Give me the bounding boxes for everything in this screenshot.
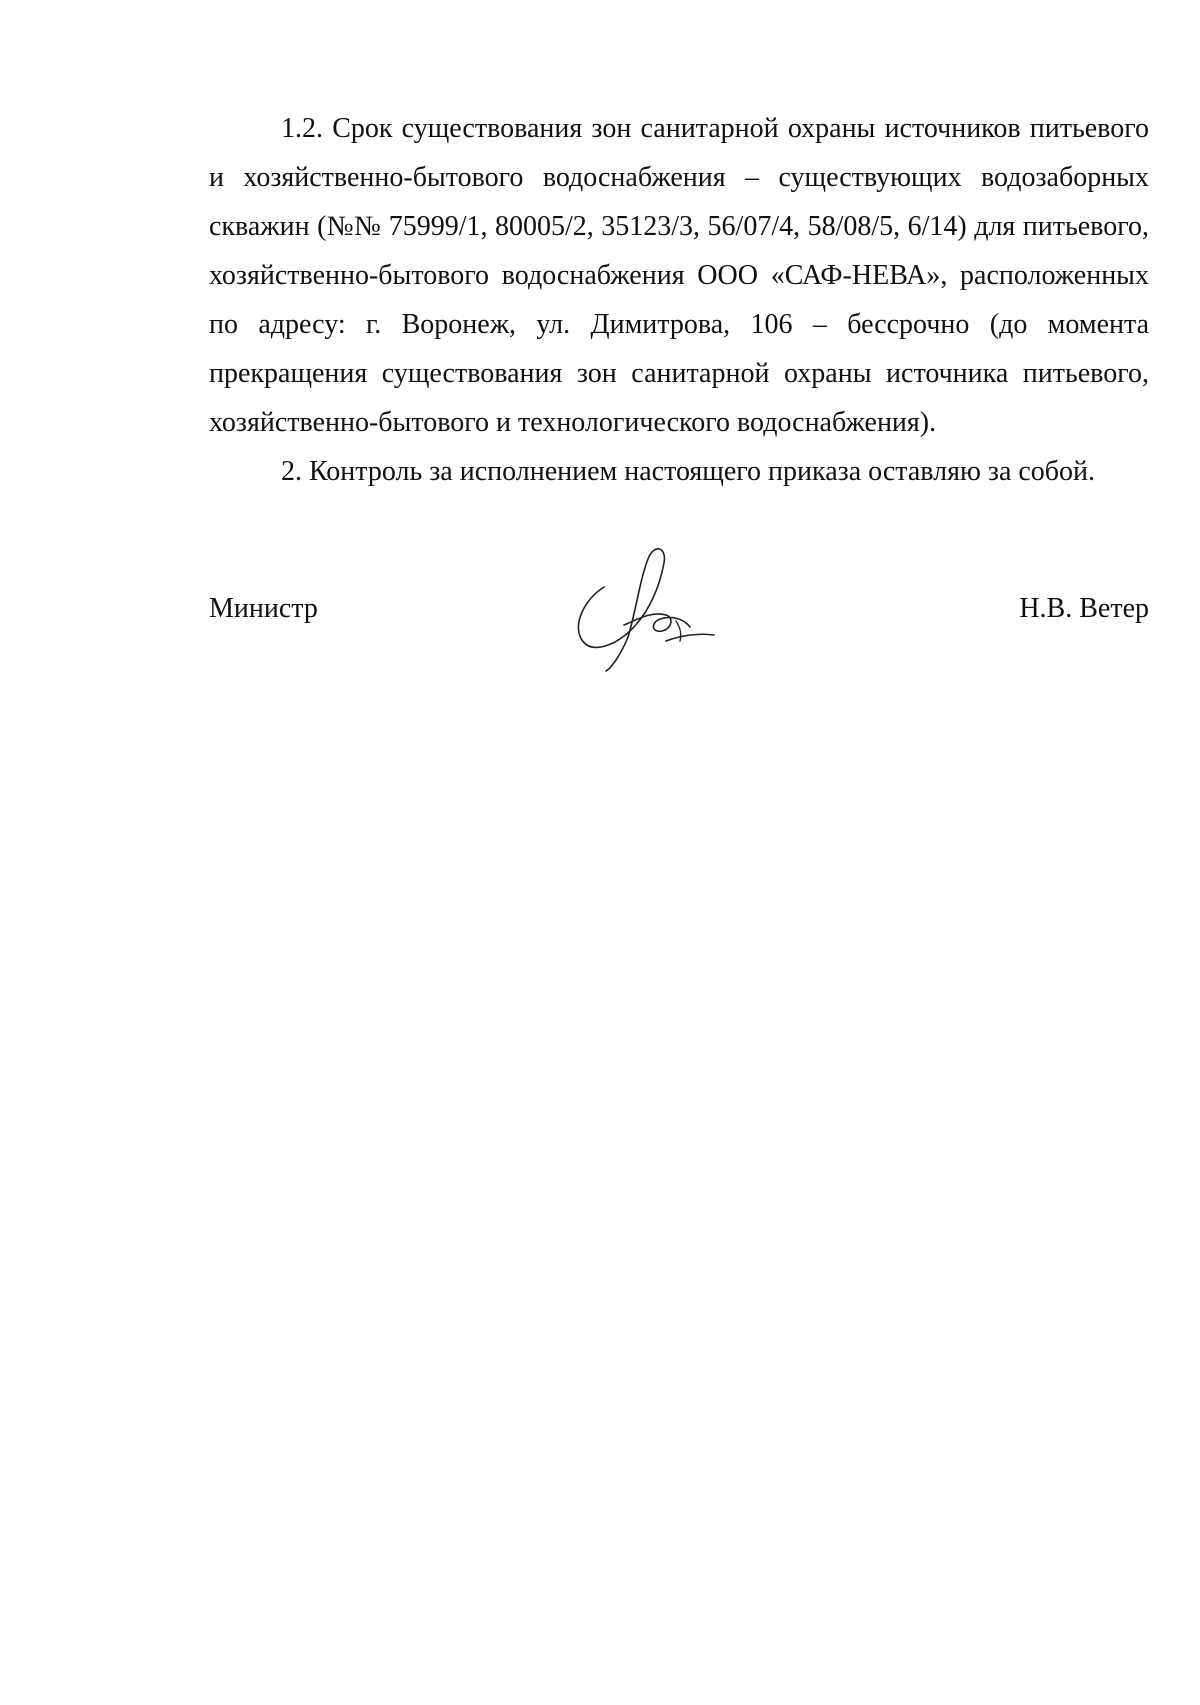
signer-name: Н.В. Ветер <box>1019 593 1149 624</box>
handwritten-signature-icon <box>554 545 724 675</box>
paragraph-control: 2. Контроль за исполнением настоящего приказа оставляю за собой. <box>281 456 1096 487</box>
document-body <box>209 104 1149 496</box>
signature-block <box>209 545 1149 675</box>
signer-position: Министр <box>209 593 318 624</box>
paragraph-validity-term: 1.2. Срок существования зон санитарной охраны источников питьевого и хозяйственно-бытового водоснабжения – существующих водозаборных скважин (№№ 75999/1, 80005/2, 35123/3, 56/07/4, 58/08/5, 6/14) для питьевого, хозяйственно-бытового водоснабжения ООО «САФ-НЕВА», расположенных по адресу: г. Воронеж, ул. Димитрова, 106 – бессрочно (до момента прекращения существования зон санитарной охраны источника питьевого, хозяйственно-бытового и технологического водоснабжения). <box>209 113 1149 438</box>
